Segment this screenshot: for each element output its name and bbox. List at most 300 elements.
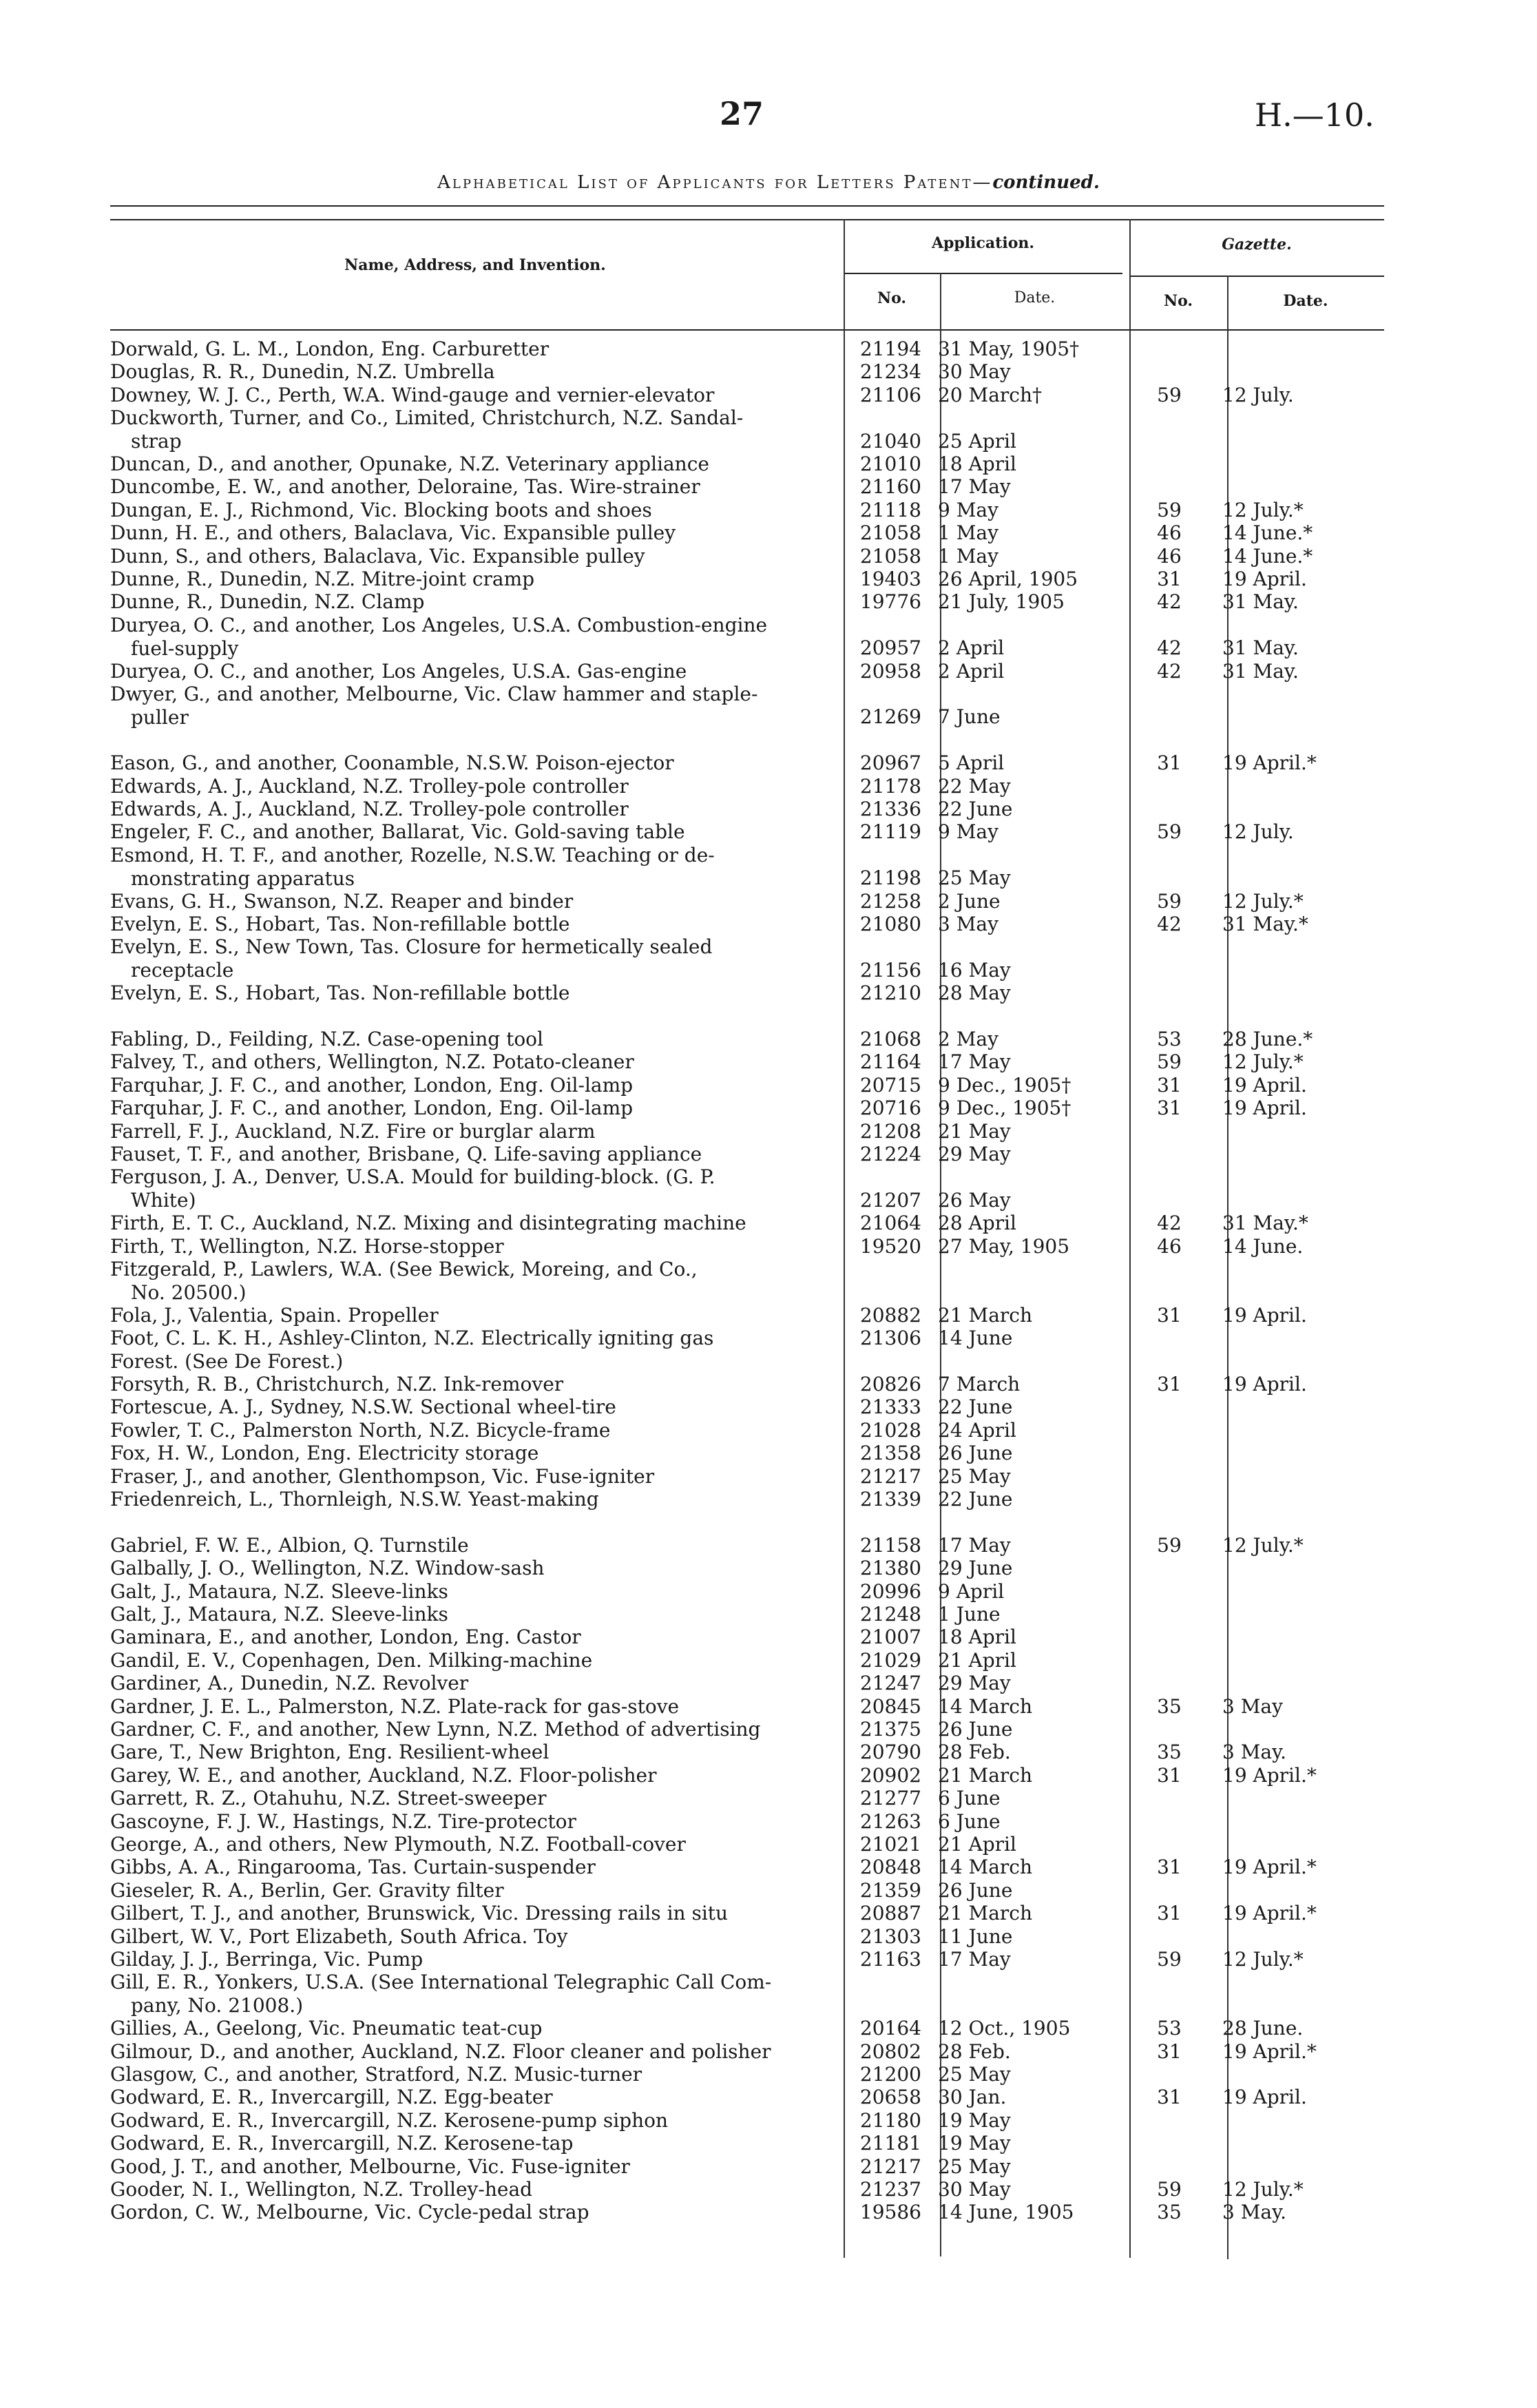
application-date: 25 May bbox=[938, 2063, 1011, 2086]
applicant-text: Dunne, R., Dunedin, N.Z. Mitre-joint cramp bbox=[110, 568, 535, 590]
applicant-text-continued: No. 20500.) bbox=[131, 1281, 247, 1304]
applicant-text: Fauset, T. F., and another, Brisbane, Q. Life-saving appliance bbox=[110, 1143, 702, 1165]
applicant-text: Fox, H. W., London, Eng. Electricity storage bbox=[110, 1442, 539, 1465]
applicant-text: Duncombe, E. W., and another, Deloraine, Tas. Wire-strainer bbox=[110, 475, 700, 499]
sub-rule-gaz bbox=[1129, 276, 1384, 277]
application-date: 7 June bbox=[938, 705, 1001, 729]
applicant-entry bbox=[110, 1028, 833, 1051]
applicant-entry bbox=[110, 1442, 833, 1465]
application-number: 21029 bbox=[859, 1648, 921, 1672]
applicant-entry bbox=[110, 1557, 833, 1580]
application-date: 29 May bbox=[938, 1672, 1011, 1695]
application-date: 21 March bbox=[938, 1902, 1032, 1925]
applicant-entry bbox=[110, 660, 833, 683]
applicant-text: Evelyn, E. S., Hobart, Tas. Non-refillable bottle bbox=[110, 982, 570, 1005]
applicant-text: Firth, T., Wellington, N.Z. Horse-stopper bbox=[110, 1234, 504, 1258]
application-date: 17 May bbox=[938, 1948, 1011, 1971]
application-date: 21 April bbox=[938, 1833, 1016, 1856]
gazette-number: 42 bbox=[1157, 659, 1182, 683]
application-number: 21156 bbox=[859, 958, 921, 982]
page-header bbox=[0, 0, 1537, 158]
applicant-text: Gare, T., New Brighton, Eng. Resilient-wheel bbox=[110, 1741, 550, 1764]
application-date: 21 April bbox=[938, 1648, 1016, 1672]
gazette-date: 12 July.* bbox=[1222, 889, 1304, 913]
applicant-text: Gilbert, T. J., and another, Brunswick, Vic. Dressing rails in situ bbox=[110, 1902, 729, 1925]
applicant-text: Gascoyne, F. J. W., Hastings, N.Z. Tire-protector bbox=[110, 1809, 576, 1833]
applicant-text: Foot, C. L. K. H., Ashley-Clinton, N.Z. Electrically igniting gas bbox=[110, 1327, 714, 1350]
application-date: 22 June bbox=[938, 1488, 1013, 1511]
application-date: 25 May bbox=[938, 866, 1011, 890]
applicant-text-continued: receptacle bbox=[131, 959, 234, 982]
gazette-date: 12 July. bbox=[1222, 383, 1294, 406]
application-date: 27 May, 1905 bbox=[938, 1234, 1070, 1258]
applicant-entry bbox=[110, 820, 833, 844]
application-date: 29 June bbox=[938, 1557, 1013, 1580]
applicant-text: Farquhar, J. F. C., and another, London, Eng. Oil-lamp bbox=[110, 1097, 634, 1120]
gaz-no-header: No. bbox=[1163, 292, 1193, 310]
applicant-text: Farquhar, J. F. C., and another, London, Eng. Oil-lamp bbox=[110, 1073, 634, 1097]
applicant-text: Godward, E. R., Invercargill, N.Z. Kerosene-pump siphon bbox=[110, 2108, 669, 2132]
application-date: 2 May bbox=[938, 1028, 998, 1050]
applicant-text: Eason, G., and another, Coonamble, N.S.W. Poison-ejector bbox=[110, 751, 674, 775]
gazette-number: 31 bbox=[1157, 1856, 1182, 1879]
title-main: Alphabetical List of Applicants for Letters Patent— bbox=[437, 172, 993, 193]
gazette-date: 12 July.* bbox=[1222, 1948, 1304, 1971]
application-number: 21194 bbox=[859, 338, 921, 360]
application-date: 30 Jan. bbox=[938, 2086, 1007, 2109]
applicant-text: Fola, J., Valentia, Spain. Propeller bbox=[110, 1303, 439, 1327]
gazette-date: 12 July.* bbox=[1222, 1050, 1304, 1074]
applicant-entry bbox=[110, 1419, 833, 1442]
application-number: 21040 bbox=[859, 429, 921, 453]
application-number: 20802 bbox=[859, 2039, 921, 2063]
applicant-entry bbox=[110, 1327, 833, 1350]
applicant-entry bbox=[110, 1097, 833, 1120]
applicant-entry bbox=[110, 453, 833, 476]
gazette-date: 19 April. bbox=[1222, 1073, 1307, 1097]
applicant-text: Esmond, H. T. F., and another, Rozelle, N.S.W. Teaching or de- bbox=[110, 843, 715, 866]
application-date: 17 May bbox=[938, 475, 1011, 499]
application-number: 21277 bbox=[859, 1787, 921, 1810]
application-number: 20958 bbox=[859, 659, 921, 683]
gazette-number: 31 bbox=[1157, 1373, 1182, 1395]
application-number: 21210 bbox=[859, 982, 921, 1005]
applicant-entry bbox=[110, 2063, 833, 2086]
applicant-text: Edwards, A. J., Auckland, N.Z. Trolley-pole controller bbox=[110, 774, 629, 798]
applicant-text: Dwyer, G., and another, Melbourne, Vic. Claw hammer and staple- bbox=[110, 683, 758, 705]
gazette-date: 12 July. bbox=[1222, 820, 1294, 844]
top-rule bbox=[110, 205, 1384, 207]
application-number: 21234 bbox=[859, 360, 921, 384]
application-number: 19403 bbox=[859, 568, 921, 590]
applicant-entry bbox=[110, 1235, 833, 1258]
gazette-number: 35 bbox=[1157, 2201, 1182, 2224]
applicant-text: Duckworth, Turner, and Co., Limited, Christchurch, N.Z. Sandal- bbox=[110, 406, 744, 430]
gazette-date: 31 May. bbox=[1222, 659, 1299, 683]
applicant-text: Gaminara, E., and another, London, Eng. Castor bbox=[110, 1626, 581, 1649]
applicant-entry bbox=[110, 360, 833, 384]
applicant-text: Gilday, J. J., Berringa, Vic. Pump bbox=[110, 1948, 424, 1971]
application-number: 21224 bbox=[859, 1143, 921, 1165]
page-code: H.—10. bbox=[1255, 96, 1374, 134]
applicant-entry bbox=[110, 1350, 833, 1373]
applicant-text: Galt, J., Mataura, N.Z. Sleeve-links bbox=[110, 1579, 448, 1603]
application-number: 21068 bbox=[859, 1028, 921, 1050]
application-number: 21247 bbox=[859, 1672, 921, 1695]
gazette-number: 46 bbox=[1157, 544, 1182, 568]
gazette-number: 31 bbox=[1157, 1073, 1182, 1097]
application-number: 21359 bbox=[859, 1878, 921, 1902]
gazette-number: 31 bbox=[1157, 1902, 1182, 1925]
application-number: 21106 bbox=[859, 383, 921, 406]
gazette-date: 19 April.* bbox=[1222, 1902, 1317, 1925]
applicant-entry bbox=[110, 406, 833, 453]
applicant-text: Dunne, R., Dunedin, N.Z. Clamp bbox=[110, 590, 425, 614]
gazette-date: 31 May. bbox=[1222, 636, 1299, 660]
gazette-date: 12 July.* bbox=[1222, 1533, 1304, 1557]
applicant-entry bbox=[110, 1925, 833, 1949]
gazette-date: 19 April.* bbox=[1222, 1763, 1317, 1787]
applicant-entry bbox=[110, 1902, 833, 1925]
applicant-text: Engeler, F. C., and another, Ballarat, Vic. Gold-saving table bbox=[110, 820, 685, 844]
applicant-text: Duryea, O. C., and another, Los Angeles, U.S.A. Gas-engine bbox=[110, 659, 687, 683]
application-number: 21306 bbox=[859, 1327, 921, 1350]
gaz-date-header: Date. bbox=[1283, 292, 1328, 310]
application-number: 20882 bbox=[859, 1303, 921, 1327]
applicant-entry bbox=[110, 775, 833, 798]
application-number: 21028 bbox=[859, 1418, 921, 1442]
gazette-number: 59 bbox=[1157, 498, 1182, 521]
applicant-text: Dunn, S., and others, Balaclava, Vic. Expansible pulley bbox=[110, 544, 645, 568]
applicant-entry bbox=[110, 1488, 833, 1511]
application-number: 21164 bbox=[859, 1050, 921, 1074]
application-number: 21237 bbox=[859, 2178, 921, 2201]
applicant-text: Falvey, T., and others, Wellington, N.Z. Potato-cleaner bbox=[110, 1050, 634, 1074]
applicant-entry bbox=[110, 1856, 833, 1879]
application-date: 17 May bbox=[938, 1533, 1011, 1557]
application-number: 21269 bbox=[859, 705, 921, 729]
application-date: 31 May, 1905† bbox=[938, 338, 1080, 360]
application-date: 22 May bbox=[938, 774, 1011, 798]
application-date: 9 Dec., 1905† bbox=[938, 1073, 1071, 1097]
applicant-entry bbox=[110, 1258, 833, 1305]
gazette-date: 19 April. bbox=[1222, 2086, 1307, 2109]
application-date: 16 May bbox=[938, 958, 1011, 982]
gazette-date: 19 April.* bbox=[1222, 751, 1317, 775]
applicant-text: Evelyn, E. S., Hobart, Tas. Non-refillable bottle bbox=[110, 913, 570, 935]
applicant-text: Forest. (See De Forest.) bbox=[110, 1349, 344, 1373]
gazette-number: 59 bbox=[1157, 1533, 1182, 1557]
applicant-text-continued: strap bbox=[131, 430, 182, 453]
applicant-text-continued: puller bbox=[131, 706, 189, 729]
applicant-entry bbox=[110, 568, 833, 591]
application-number: 21207 bbox=[859, 1188, 921, 1212]
applicant-text: Fitzgerald, P., Lawlers, W.A. (See Bewick, Moreing, and Co., bbox=[110, 1258, 698, 1280]
applicant-text: Gooder, N. I., Wellington, N.Z. Trolley-head bbox=[110, 2178, 533, 2201]
applicant-entry bbox=[110, 1395, 833, 1419]
applicant-text: Garrett, R. Z., Otahuhu, N.Z. Street-sweeper bbox=[110, 1787, 547, 1810]
application-number: 21358 bbox=[859, 1442, 921, 1465]
gazette-date: 12 July.* bbox=[1222, 498, 1304, 521]
gazette-number: 59 bbox=[1157, 820, 1182, 844]
application-date: 21 May bbox=[938, 1119, 1011, 1143]
gazette-date: 3 May bbox=[1222, 1694, 1283, 1718]
application-number: 21375 bbox=[859, 1718, 921, 1741]
application-date: 28 Feb. bbox=[938, 2039, 1011, 2063]
applicant-entry bbox=[110, 2201, 833, 2224]
application-number: 21158 bbox=[859, 1533, 921, 1557]
application-number: 20826 bbox=[859, 1373, 921, 1395]
applicant-entry bbox=[110, 1120, 833, 1143]
gazette-number: 59 bbox=[1157, 1948, 1182, 1971]
application-date: 26 May bbox=[938, 1188, 1011, 1212]
applicant-text: Fraser, J., and another, Glenthompson, Vic. Fuse-igniter bbox=[110, 1464, 655, 1488]
applicant-text: Douglas, R. R., Dunedin, N.Z. Umbrella bbox=[110, 360, 495, 384]
sub-rule-app bbox=[844, 273, 1122, 274]
application-date: 19 May bbox=[938, 2132, 1011, 2155]
application-date: 30 May bbox=[938, 2178, 1011, 2201]
application-header: Application. bbox=[931, 234, 1035, 252]
application-number: 21208 bbox=[859, 1119, 921, 1143]
application-date: 21 July, 1905 bbox=[938, 590, 1065, 614]
applicant-entry bbox=[110, 1304, 833, 1327]
applicant-text: Gabriel, F. W. E., Albion, Q. Turnstile bbox=[110, 1533, 469, 1557]
application-date: 1 May bbox=[938, 544, 998, 568]
application-date: 2 April bbox=[938, 659, 1005, 683]
application-number: 21217 bbox=[859, 2155, 921, 2178]
applicant-entry bbox=[110, 890, 833, 913]
application-number: 21118 bbox=[859, 498, 921, 521]
application-date: 28 April bbox=[938, 1212, 1016, 1235]
gazette-number: 46 bbox=[1157, 521, 1182, 545]
applicant-entry bbox=[110, 1373, 833, 1396]
applicant-entry bbox=[110, 2017, 833, 2040]
applicant-entry bbox=[110, 614, 833, 661]
applicant-text: Gieseler, R. A., Berlin, Ger. Gravity filter bbox=[110, 1878, 504, 1902]
name-column-header: Name, Address, and Invention. bbox=[344, 256, 606, 274]
applicant-entry bbox=[110, 1948, 833, 1971]
applicant-text: Fowler, T. C., Palmerston North, N.Z. Bicycle-frame bbox=[110, 1418, 611, 1442]
applicant-text: Dunn, H. E., and others, Balaclava, Vic. Expansible pulley bbox=[110, 521, 676, 545]
applicant-text: Gilbert, W. V., Port Elizabeth, South Africa. Toy bbox=[110, 1924, 568, 1948]
application-number: 21258 bbox=[859, 889, 921, 913]
gazette-number: 42 bbox=[1157, 913, 1182, 935]
application-number: 21064 bbox=[859, 1212, 921, 1235]
applicant-text: Evelyn, E. S., New Town, Tas. Closure for hermetically sealed bbox=[110, 935, 713, 959]
application-number: 21163 bbox=[859, 1948, 921, 1971]
applicant-entry bbox=[110, 1074, 833, 1097]
applicant-text-continued: pany, No. 21008.) bbox=[131, 1994, 304, 2017]
applicant-text: Firth, E. T. C., Auckland, N.Z. Mixing and disintegrating machine bbox=[110, 1212, 746, 1235]
gazette-number: 35 bbox=[1157, 1694, 1182, 1718]
applicant-text: Godward, E. R., Invercargill, N.Z. Egg-beater bbox=[110, 2086, 553, 2109]
application-number: 20957 bbox=[859, 636, 921, 660]
applicant-text: Farrell, F. J., Auckland, N.Z. Fire or burglar alarm bbox=[110, 1119, 596, 1143]
applicant-entry bbox=[110, 1580, 833, 1603]
application-number: 21080 bbox=[859, 913, 921, 935]
application-number: 21248 bbox=[859, 1603, 921, 1626]
application-number: 21007 bbox=[859, 1626, 921, 1649]
gazette-date: 31 May. bbox=[1222, 590, 1299, 614]
page-number: 27 bbox=[720, 95, 764, 132]
gazette-date: 14 June.* bbox=[1222, 521, 1313, 545]
application-number: 21339 bbox=[859, 1488, 921, 1511]
application-date: 9 May bbox=[938, 498, 998, 521]
application-number: 20887 bbox=[859, 1902, 921, 1925]
application-date: 22 June bbox=[938, 1395, 1013, 1419]
gazette-number: 53 bbox=[1157, 1028, 1182, 1050]
applicant-entry bbox=[110, 913, 833, 936]
application-date: 2 April bbox=[938, 636, 1005, 660]
app-date-header: Date. bbox=[1014, 289, 1056, 307]
gazette-number: 31 bbox=[1157, 2039, 1182, 2063]
applicant-entry bbox=[110, 2109, 833, 2132]
applicant-entry bbox=[110, 2132, 833, 2155]
application-number: 21021 bbox=[859, 1833, 921, 1856]
application-number: 21217 bbox=[859, 1464, 921, 1488]
application-date: 14 June bbox=[938, 1327, 1013, 1350]
applicant-text: Glasgow, C., and another, Stratford, N.Z. Music-turner bbox=[110, 2063, 642, 2086]
applicant-entry bbox=[110, 1833, 833, 1856]
applicant-text: Gilmour, D., and another, Auckland, N.Z. Floor cleaner and polisher bbox=[110, 2039, 771, 2063]
applicant-text: Evans, G. H., Swanson, N.Z. Reaper and binder bbox=[110, 889, 574, 913]
header-rule-1 bbox=[110, 219, 1384, 220]
application-date: 12 Oct., 1905 bbox=[938, 2017, 1071, 2040]
applicant-text-continued: White) bbox=[131, 1189, 196, 1212]
applicant-text: Downey, W. J. C., Perth, W.A. Wind-gauge and vernier-elevator bbox=[110, 383, 715, 406]
application-date: 7 March bbox=[938, 1373, 1021, 1395]
applicant-entry bbox=[110, 1626, 833, 1649]
application-date: 18 April bbox=[938, 1626, 1016, 1649]
gazette-number: 53 bbox=[1157, 2017, 1182, 2040]
applicant-text: Galbally, J. O., Wellington, N.Z. Window-sash bbox=[110, 1557, 545, 1580]
applicant-text: Galt, J., Mataura, N.Z. Sleeve-links bbox=[110, 1603, 448, 1626]
gazette-date: 28 June. bbox=[1222, 2017, 1304, 2040]
application-date: 9 May bbox=[938, 820, 998, 844]
gazette-number: 35 bbox=[1157, 1741, 1182, 1764]
applicant-entry bbox=[110, 935, 833, 982]
application-date: 14 March bbox=[938, 1694, 1032, 1718]
application-date: 20 March† bbox=[938, 383, 1042, 406]
applicant-entry bbox=[110, 1879, 833, 1902]
applicant-entry bbox=[110, 1971, 833, 2017]
title-continued: continued. bbox=[992, 172, 1100, 193]
application-number: 21058 bbox=[859, 521, 921, 545]
application-number: 21178 bbox=[859, 774, 921, 798]
application-number: 19586 bbox=[859, 2201, 921, 2224]
application-date: 6 June bbox=[938, 1809, 1001, 1833]
applicant-text: Edwards, A. J., Auckland, N.Z. Trolley-pole controller bbox=[110, 798, 629, 820]
application-date: 28 May bbox=[938, 982, 1011, 1005]
applicant-entry bbox=[110, 844, 833, 891]
application-number: 20715 bbox=[859, 1073, 921, 1097]
applicant-text: Friedenreich, L., Thornleigh, N.S.W. Yeast-making bbox=[110, 1488, 599, 1511]
applicant-text: Gardiner, A., Dunedin, N.Z. Revolver bbox=[110, 1672, 469, 1695]
application-number: 20848 bbox=[859, 1856, 921, 1879]
applicant-entry bbox=[110, 1810, 833, 1834]
applicant-entry bbox=[110, 2040, 833, 2064]
application-date: 25 April bbox=[938, 429, 1016, 453]
applicant-entry bbox=[110, 545, 833, 568]
gazette-number: 59 bbox=[1157, 383, 1182, 406]
applicant-entry bbox=[110, 1534, 833, 1557]
application-number: 20902 bbox=[859, 1763, 921, 1787]
app-no-header: No. bbox=[877, 289, 907, 307]
applicant-entry bbox=[110, 1764, 833, 1787]
application-number: 21303 bbox=[859, 1924, 921, 1948]
application-date: 28 Feb. bbox=[938, 1741, 1011, 1764]
application-date: 26 April, 1905 bbox=[938, 568, 1078, 590]
application-date: 30 May bbox=[938, 360, 1011, 384]
header-rule-bottom bbox=[110, 329, 1384, 331]
application-date: 19 May bbox=[938, 2108, 1011, 2132]
application-date: 11 June bbox=[938, 1924, 1013, 1948]
applicant-text: Gill, E. R., Yonkers, U.S.A. (See International Telegraphic Call Com- bbox=[110, 1971, 772, 1994]
applicant-text: Gandil, E. V., Copenhagen, Den. Milking-machine bbox=[110, 1648, 593, 1672]
application-number: 20716 bbox=[859, 1097, 921, 1120]
application-date: 3 May bbox=[938, 913, 998, 935]
applicant-text: Ferguson, J. A., Denver, U.S.A. Mould for building-block. (G. P. bbox=[110, 1165, 715, 1189]
applicant-entry bbox=[110, 1143, 833, 1166]
applicant-text: Duryea, O. C., and another, Los Angeles, U.S.A. Combustion-engine bbox=[110, 613, 768, 636]
page-title bbox=[0, 172, 1537, 193]
applicant-text-continued: monstrating apparatus bbox=[131, 866, 355, 890]
application-date: 1 May bbox=[938, 521, 998, 545]
gazette-number: 31 bbox=[1157, 1763, 1182, 1787]
gazette-date: 19 April. bbox=[1222, 1303, 1307, 1327]
application-date: 18 April bbox=[938, 453, 1016, 475]
application-number: 21058 bbox=[859, 544, 921, 568]
applicant-text: George, A., and others, New Plymouth, N.Z. Football-cover bbox=[110, 1833, 686, 1856]
gazette-date: 12 July.* bbox=[1222, 2178, 1304, 2201]
application-number: 21181 bbox=[859, 2132, 921, 2155]
gazette-number: 31 bbox=[1157, 751, 1182, 775]
applicant-text: Gardner, J. E. L., Palmerston, N.Z. Plate-rack for gas-stove bbox=[110, 1694, 680, 1718]
application-date: 25 May bbox=[938, 2155, 1011, 2178]
application-date: 22 June bbox=[938, 798, 1013, 820]
applicant-entry bbox=[110, 982, 833, 1005]
applicant-text: Forsyth, R. B., Christchurch, N.Z. Ink-remover bbox=[110, 1373, 564, 1395]
gazette-date: 14 June.* bbox=[1222, 544, 1313, 568]
applicant-entry bbox=[110, 1050, 833, 1074]
gazette-number: 42 bbox=[1157, 590, 1182, 614]
applicant-text: Godward, E. R., Invercargill, N.Z. Kerosene-tap bbox=[110, 2132, 574, 2155]
applicant-entry bbox=[110, 683, 833, 729]
gazette-date: 19 April. bbox=[1222, 1097, 1307, 1120]
application-number: 19776 bbox=[859, 590, 921, 614]
applicant-text: Dorwald, G. L. M., London, Eng. Carburetter bbox=[110, 338, 550, 360]
application-date: 26 June bbox=[938, 1878, 1013, 1902]
application-date: 29 May bbox=[938, 1143, 1011, 1165]
application-number: 20164 bbox=[859, 2017, 921, 2040]
application-number: 21200 bbox=[859, 2063, 921, 2086]
applicant-entry bbox=[110, 1603, 833, 1626]
application-number: 21333 bbox=[859, 1395, 921, 1419]
applicant-entry bbox=[110, 384, 833, 407]
application-number: 20790 bbox=[859, 1741, 921, 1764]
applicant-entry bbox=[110, 798, 833, 821]
applicant-entry bbox=[110, 2178, 833, 2201]
applicant-text: Fortescue, A. J., Sydney, N.S.W. Sectional wheel-tire bbox=[110, 1395, 616, 1419]
applicant-text-continued: fuel-supply bbox=[131, 636, 239, 660]
applicant-entry bbox=[110, 590, 833, 614]
gazette-number: 59 bbox=[1157, 1050, 1182, 1074]
application-date: 26 June bbox=[938, 1718, 1013, 1741]
applicant-text: Duncan, D., and another, Opunake, N.Z. Veterinary appliance bbox=[110, 453, 709, 475]
gazette-date: 19 April.* bbox=[1222, 1856, 1317, 1879]
col-divider-3 bbox=[1129, 219, 1131, 2258]
gazette-number: 59 bbox=[1157, 2178, 1182, 2201]
